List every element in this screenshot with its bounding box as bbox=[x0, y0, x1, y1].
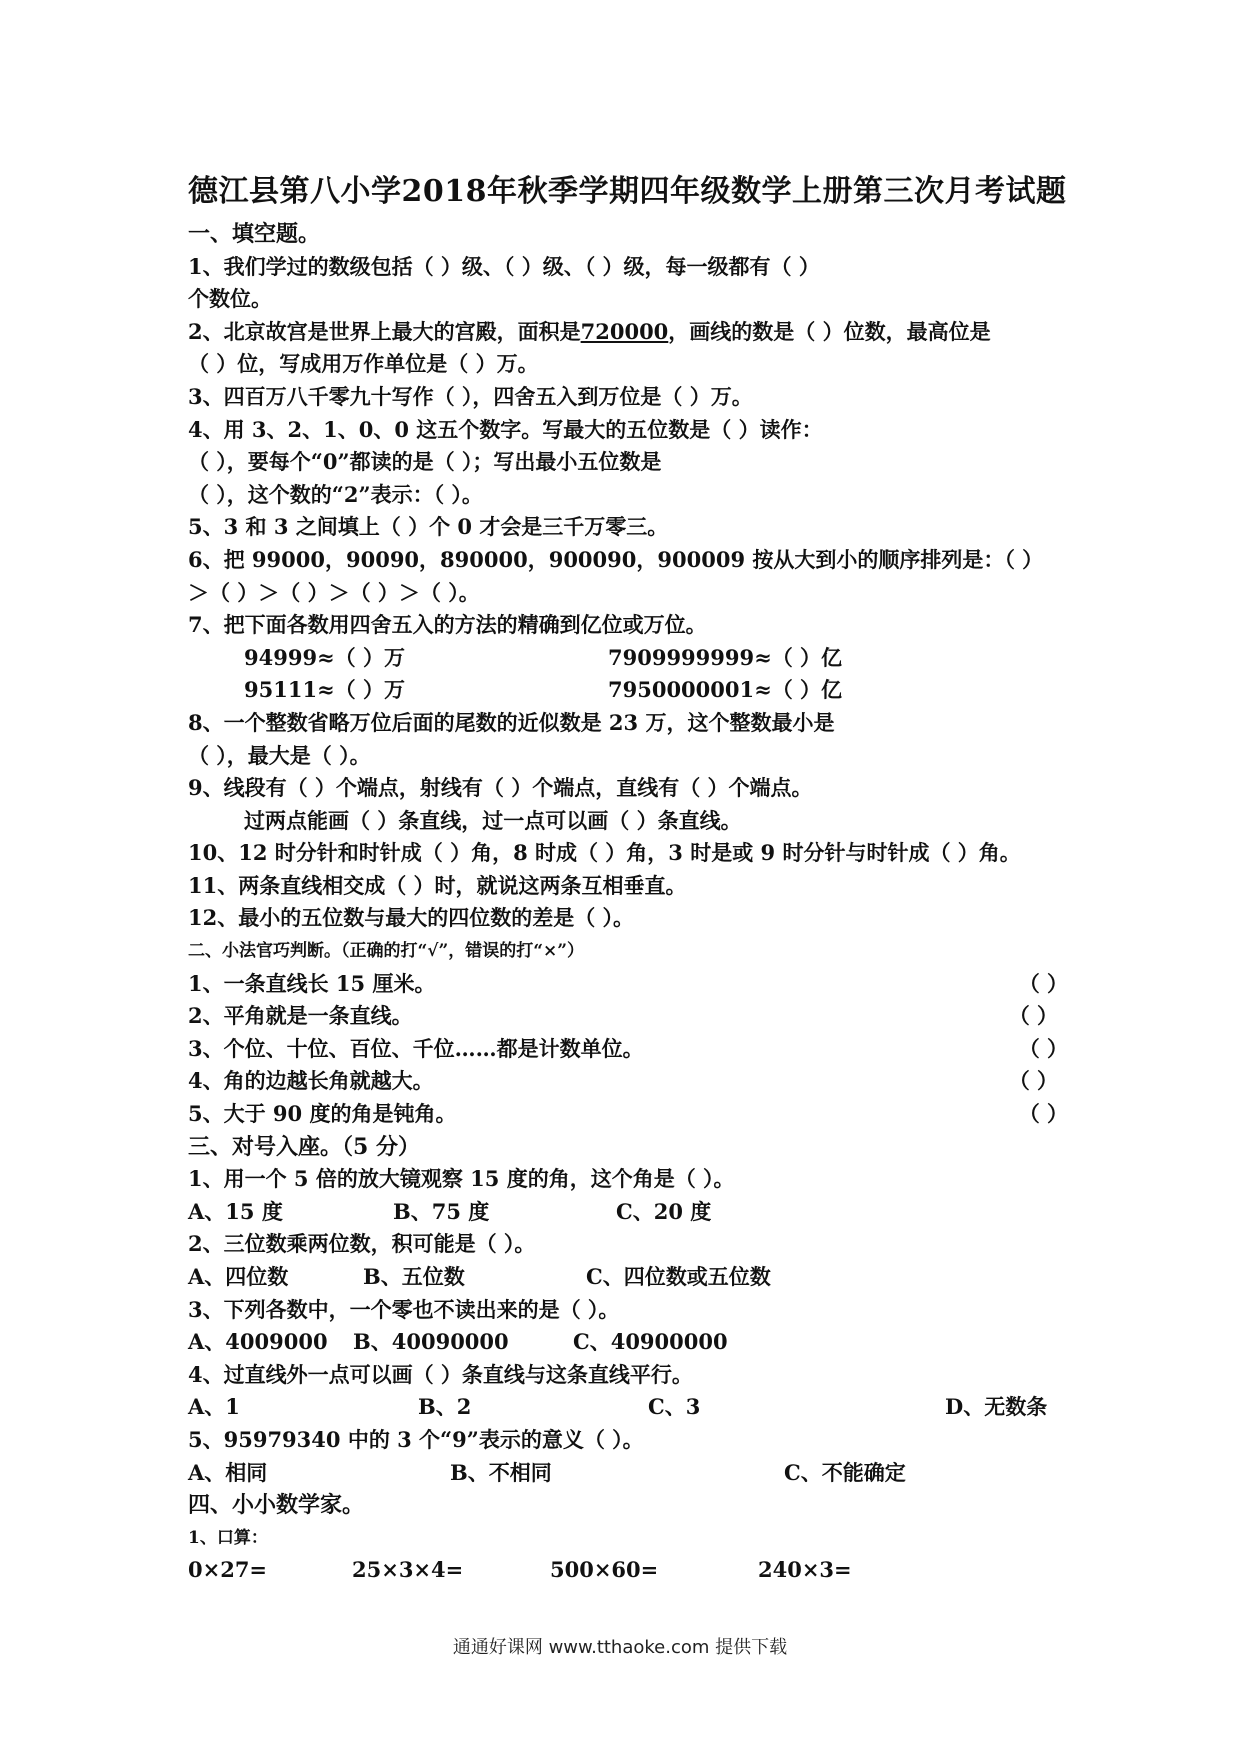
judge-item-text: 2、平角就是一条直线。 bbox=[188, 1003, 413, 1029]
choice-options-3 bbox=[188, 1326, 1068, 1359]
calc-item: 0×27= bbox=[188, 1557, 268, 1583]
mental-math-row bbox=[188, 1554, 1068, 1587]
option-c: C、不能确定 bbox=[784, 1459, 906, 1485]
answer-paren: （ ） bbox=[1018, 1035, 1068, 1061]
question-7b-left: 95111≈（ ）万 bbox=[244, 677, 405, 703]
question-11: 11、两条直线相交成（ ）时，就说这两条互相垂直。 bbox=[188, 872, 687, 898]
section-1-heading: 一、填空题。 bbox=[188, 221, 321, 247]
exam-content bbox=[188, 218, 1068, 1587]
underlined-number: 720000 bbox=[580, 318, 669, 344]
option-c: C、四位数或五位数 bbox=[586, 1264, 771, 1289]
question-4-line-3: （ ），这个数的“2”表示：（ ）。 bbox=[188, 481, 483, 507]
choice-options-4 bbox=[188, 1391, 1068, 1424]
option-b: B、40090000 bbox=[353, 1329, 509, 1355]
question-5: 5、3 和 3 之间填上（ ）个 0 才会是三千万零三。 bbox=[188, 514, 669, 540]
option-d: D、无数条 bbox=[945, 1394, 1048, 1420]
question-6-line-1: 6、把 99000，90090，890000，900090，900009 按从大到小的顺序排列是：（ ） bbox=[188, 546, 1044, 572]
choice-question-3: 3、下列各数中，一个零也不读出来的是（ ）。 bbox=[188, 1296, 620, 1322]
question-7a-left: 94999≈（ ）万 bbox=[244, 644, 405, 670]
question-12: 12、最小的五位数与最大的四位数的差是（ ）。 bbox=[188, 905, 635, 931]
question-7b-right: 7950000001≈（ ）亿 bbox=[608, 677, 843, 703]
question-7-row-1 bbox=[188, 642, 1068, 675]
option-a: A、四位数 bbox=[188, 1264, 289, 1289]
choice-question-5: 5、95979340 中的 3 个“9”表示的意义（ ）。 bbox=[188, 1426, 644, 1452]
option-a: A、4009000 bbox=[188, 1329, 328, 1355]
calc-item: 500×60= bbox=[550, 1557, 659, 1583]
judge-item-text: 1、一条直线长 15 厘米。 bbox=[188, 970, 436, 996]
question-7a-right: 7909999999≈（ ）亿 bbox=[608, 644, 843, 670]
choice-question-1: 1、用一个 5 倍的放大镜观察 15 度的角，这个角是（ ）。 bbox=[188, 1166, 735, 1192]
judge-item-text: 4、角的边越长角就越大。 bbox=[188, 1068, 434, 1094]
choice-options-2 bbox=[188, 1261, 1068, 1294]
question-2-line-1 bbox=[188, 316, 1068, 349]
judge-item-3 bbox=[188, 1033, 1068, 1066]
section-4-heading: 四、小小数学家。 bbox=[188, 1492, 365, 1519]
answer-paren: （ ） bbox=[1018, 970, 1068, 996]
choice-options-1 bbox=[188, 1196, 1068, 1229]
mental-math-label: 1、口算： bbox=[188, 1527, 268, 1548]
question-4-line-2: （ ），要每个“0”都读的是（ ）；写出最小五位数是 bbox=[188, 449, 662, 475]
page-title: 德江县第八小学2018年秋季学期四年级数学上册第三次月考试题 bbox=[188, 174, 1067, 209]
question-9-line-2: 过两点能画（ ）条直线，过一点可以画（ ）条直线。 bbox=[244, 807, 742, 833]
choice-options-5 bbox=[188, 1457, 1068, 1490]
question-1-line-1: 1、我们学过的数级包括（ ）级、（ ）级、（ ）级，每一级都有（ ） bbox=[188, 253, 820, 279]
question-7: 7、把下面各数用四舍五入的方法的精确到亿位或万位。 bbox=[188, 612, 707, 638]
question-2-suffix: ，画线的数是（ ）位数，最高位是 bbox=[668, 318, 991, 344]
choice-question-4: 4、过直线外一点可以画（ ）条直线与这条直线平行。 bbox=[188, 1361, 693, 1387]
option-b: B、五位数 bbox=[363, 1264, 465, 1289]
question-8-line-2: （ ），最大是（ ）。 bbox=[188, 742, 371, 768]
answer-paren: （ ） bbox=[1008, 1068, 1058, 1094]
judge-item-5 bbox=[188, 1098, 1068, 1131]
question-2-prefix: 2、北京故宫是世界上最大的宫殿，面积是 bbox=[188, 318, 581, 344]
section-3-heading: 三、对号入座。（5 分） bbox=[188, 1133, 420, 1160]
judge-item-1 bbox=[188, 968, 1068, 1001]
option-a: A、相同 bbox=[188, 1459, 268, 1485]
question-8-line-1: 8、一个整数省略万位后面的尾数的近似数是 23 万，这个整数最小是 bbox=[188, 709, 835, 735]
question-3: 3、四百万八千零九十写作（ ），四舍五入到万位是（ ）万。 bbox=[188, 383, 753, 409]
question-1-line-2: 个数位。 bbox=[188, 286, 272, 312]
question-4-line-1: 4、用 3、2、1、0、0 这五个数字。写最大的五位数是（ ）读作： bbox=[188, 416, 823, 442]
question-9-line-1: 9、线段有（ ）个端点，射线有（ ）个端点，直线有（ ）个端点。 bbox=[188, 775, 813, 801]
option-b: B、不相同 bbox=[450, 1459, 552, 1485]
answer-paren: （ ） bbox=[1018, 1101, 1068, 1127]
judge-item-2 bbox=[188, 1000, 1068, 1033]
judge-item-text: 5、大于 90 度的角是钝角。 bbox=[188, 1101, 457, 1127]
judge-item-text: 3、个位、十位、百位、千位……都是计数单位。 bbox=[188, 1035, 644, 1061]
question-7-row-2 bbox=[188, 674, 1068, 707]
option-c: C、3 bbox=[648, 1394, 701, 1420]
option-b: B、75 度 bbox=[393, 1198, 490, 1224]
choice-question-2: 2、三位数乘两位数，积可能是（ ）。 bbox=[188, 1231, 536, 1257]
section-2-heading: 二、小法官巧判断。（正确的打“√”，错误的打“×”） bbox=[188, 941, 585, 962]
option-c: C、40900000 bbox=[573, 1329, 728, 1355]
calc-item: 25×3×4= bbox=[352, 1557, 464, 1583]
option-a: A、1 bbox=[188, 1394, 240, 1420]
option-c: C、20 度 bbox=[616, 1198, 712, 1224]
question-6-line-2: ＞（ ）＞（ ）＞（ ）＞（ ）。 bbox=[188, 579, 480, 605]
option-b: B、2 bbox=[418, 1394, 472, 1420]
footer-credit: 通通好课网 www.tthaoke.com 提供下载 bbox=[452, 1637, 788, 1658]
calc-item: 240×3= bbox=[758, 1557, 852, 1583]
answer-paren: （ ） bbox=[1008, 1003, 1058, 1029]
question-10: 10、12 时分针和时针成（ ）角，8 时成（ ）角，3 时是或 9 时分针与时针成（ ）角。 bbox=[188, 840, 1021, 866]
judge-item-4 bbox=[188, 1065, 1068, 1098]
question-2-line-2: （ ）位，写成用万作单位是（ ）万。 bbox=[188, 351, 539, 377]
option-a: A、15 度 bbox=[188, 1198, 283, 1224]
